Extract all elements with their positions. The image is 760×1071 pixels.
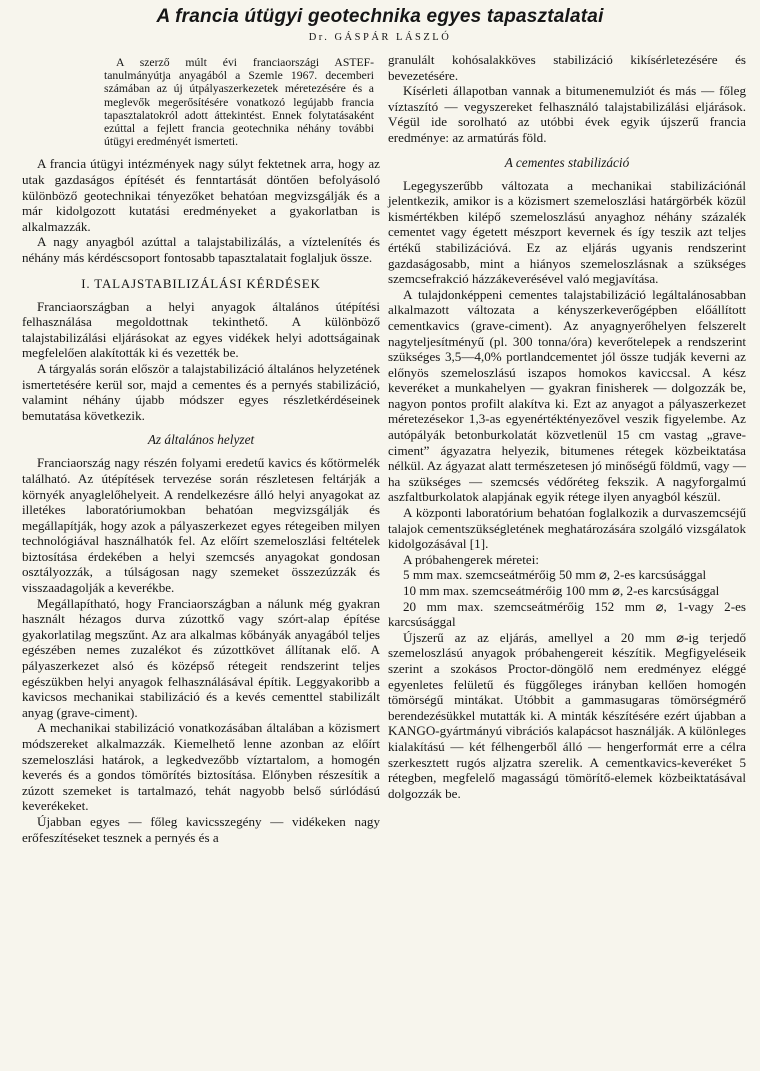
section-paragraph-1: Franciaországban a helyi anyagok általános útépítési felhasználása megoldottnak tekinthető. A különböző talajstabilizálási eljárásokat az egyes vidékek helyi adottságainak megfelelően alakították ki és vezették be. <box>22 298 380 361</box>
intro-paragraph-2: A nagy anyagból azúttal a talajstabilizálás, a víztelenítés és néhány más kérdéscsoport fontosabb tapasztalatait foglaljuk össze. <box>22 234 380 265</box>
cement-paragraph-2: A tulajdonképpeni cementes talajstabilizáció legáltalánosabban alkalmazott változata a kényszerkeverőgépben előállított cementkavics (grave-ciment). Az anyagnyerőhelyen felszerelt nagyteljesítményű (pl. 300 tonna/óra) keverőtelepek a rendszerint szükséges 3,5—4,0% portlandcementet jól össze tudják keverni az előnyös szemeloszlású iszapos homokos kaviccsal. A kész keveréket a munkahelyen — gyakran finisherek — dolgozzák be, nagyon pontos profilt alakítva ki. Ezt az anyagot a pályaszerkezet méretezésekor 1,3-as egyenértéktényezővel veszik figyelembe. Az autópályák betonburkolatát közvetlenül 15 cm vastag „grave-ciment” ágyazatra helyezik, bitumenes rétegek közbeiktatása nélkül. Az ágyazat alatt természetesen jó minőségű földmű, vagy — ha szükséges — szemcsés védőréteg fekszik. A nagyforgalmú aszfaltburkolatok alapjának egyik rétege ilyen anyagból készül. <box>388 286 746 505</box>
author-line: Dr. GÁSPÁR LÁSZLÓ <box>308 32 452 43</box>
intro-paragraph-1: A francia útügyi intézmények nagy súlyt fektetnek arra, hogy az utak gazdaságos építését és fenntartását döntően befolyásoló különböző geotechnikai tényezőket behatóan megvizsgálják és a már kidolgozott kutatási eredményeket a gyakorlatban is alkalmazzák. <box>22 156 380 234</box>
left-column <box>22 52 380 845</box>
cement-paragraph-4: A próbahengerek méretei: <box>403 551 539 567</box>
general-paragraph-2: Megállapítható, hogy Franciaországban a nálunk még gyakran használt hézagos durva zúzottkő vagy szórt-alap építése gyakorlatilag megszűnt. Az ara alkalmas kőbányák anyagából teljes egészében nemes zuzalékot és zúzottkövet állítanak elő. A pályaszerkezet alsó és középső rétegeit rendszerint teljes egészükben helyi anyagok felhasználásával építik. Leggyakoribb a kavicsos mechanikai stabilizáció és a kevés cementtel stabilizált anyag (grave-ciment). <box>22 595 380 720</box>
abstract-text: A szerző múlt évi franciaországi ASTEF-tanulmányútja anyagából a Szemle 1967. decemberi számában az új útpályaszerkezetek méretezésére és a meglevők megerősítésére vonatkozó legújabb francia tapasztalatokról adott áttekintést. Ennek folytatásaként ezúttal a fejlett francia geotechnika néhány további útügyi eredményét ismerteti. <box>104 56 374 149</box>
list-item: 10 mm max. szemcseátmérőig 100 mm ⌀, 2-es karcsúsággal <box>403 583 720 598</box>
subheading-cement: A cementes stabilizáció <box>504 154 630 170</box>
right-column <box>388 52 746 801</box>
section-paragraph-2: A tárgyalás során először a talajstabilizáció általános helyzetének ismertetésére kerül sor, majd a cementes és a pernyés stabilizáció, valamint néhány újabb módszer egyes részletkérdéseinek bemutatása következik. <box>22 360 380 423</box>
general-paragraph-4: Újabban egyes — főleg kavicsszegény — vidékeken nagy erőfeszítéseket tesznek a pernyés és a <box>22 813 380 845</box>
list-item: 20 mm max. szemcseátmérőig 152 mm ⌀, 1-vagy 2-es karcsúsággal <box>388 598 746 630</box>
experimental-paragraph: Kísérleti állapotban vannak a bitumenemulziót és más — főleg víztaszító — vegyszereket felhasználó talajstabilizálási eljárások. Végül ide sorolható az utóbbi évek egyik újszerű francia eredménye: az armatúrás föld. <box>388 83 746 145</box>
abstract <box>22 56 380 148</box>
continued-paragraph: granulált kohósalakköves stabilizáció kikísérletezésére és bevezetésére. <box>388 52 746 83</box>
cement-paragraph-3: A központi laboratórium behatóan foglalkozik a durvaszemcséjű talajok cementszükségletének meghatározására szolgáló vizsgálatok kidolgozásával [1]. <box>388 505 746 552</box>
article-title: A francia útügyi geotechnika egyes tapasztalatai <box>156 6 604 27</box>
closing-paragraph: Újszerű az az eljárás, amellyel a 20 mm ⌀-ig terjedő szemeloszlású anyagok próbahengereit készítik. Megfigyeléseik szerint a szokásos Proctor-döngölő nem eredményez eléggé egyenletes felületű és függőleges irányban kellően homogén tömörségű mintákat. Utóbbit a gammasugaras tömörségmérő berendezésükkel mutatták ki. A minták készítésére ezért újabban a KANGO-gyártmányú vibrációs kalapácsot használják. A különleges kialakítású — két félhengerből álló — hengerformát erre a célra szerkesztett rugós aljzatra szerelik. A cementkavics-keveréket 5 rétegben, megfelelő magasságú tömörítő-elemek közbeiktatásával dolgozzák be. <box>388 629 746 801</box>
section-heading: I. TALAJSTABILIZÁLÁSI KÉRDÉSEK <box>81 275 321 291</box>
general-paragraph-3: A mechanikai stabilizáció vonatkozásában általában a közismert módszereket alkalmazzák. Kiemelhető lenne azonban az előírt szemeloszlási határok, a legkedvezőbb víztartalom, a homogén keverés és a gondos tömörítés biztosítása. Előnyben részesítik a zúzott szemeket is tartalmazó, tehát nagyobb belső súrlódású keverékeket. <box>22 720 380 814</box>
list-item: 5 mm max. szemcseátmérőig 50 mm ⌀, 2-es karcsúsággal <box>403 567 707 583</box>
cement-paragraph-1: Legegyszerűbb változata a mechanikai stabilizációnál jelentkezik, amikor is a közismert szemeloszlási határgörbék közül kismértékben kilépő szemeloszlású anyaghoz néhány százalék cementet vagy égetett mészport kevernek és így teszik azt teljes értékű stabilizációvá. Ez az eljárás ugyanis rendszerint gazdaságosabb, mint a hiányos szemeloszlásnak a szükséges szemcsefrakció házzákeverésével való megjavítása. <box>388 177 746 287</box>
subheading-general: Az általános helyzet <box>147 432 255 448</box>
specimen-size-list <box>388 567 746 629</box>
general-paragraph-1: Franciaország nagy részén folyami eredetű kavics és kőtörmelék található. Az útépítések tervezése során részletesen feltárják a környék anyaglelőhelyeit. A rendelkezésre álló helyi anyagokat az illetékes laboratóriumokban behatóan megvizsgálják és megállapítják, hogy azok a pályaszerkezet egyes rétegeiben milyen technológiával használhatók fel. Az előírt szemeloszlási feltételek biztosítása érdekében a helyi szemcsés anyagokat gondosan osztályozzák, a túlságosan nagy szemeket összezúzzák és visszaadagolják a keverékbe. <box>22 455 380 596</box>
